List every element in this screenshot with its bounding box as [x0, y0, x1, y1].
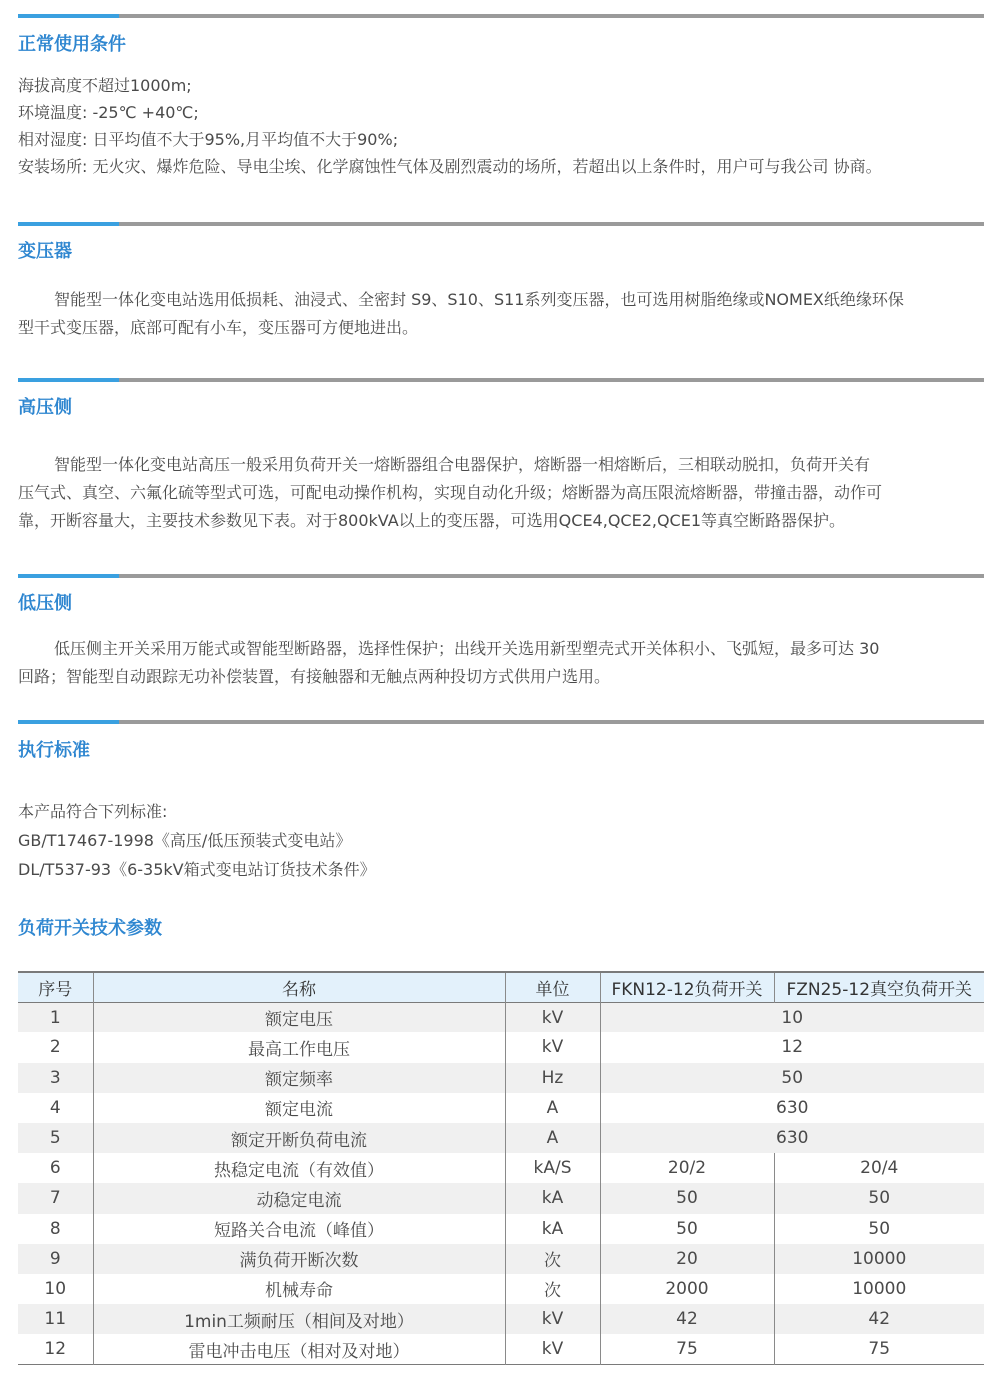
cell-shared-value: 630 [600, 1123, 984, 1153]
divider-accent [18, 720, 119, 724]
divider-accent [18, 574, 119, 578]
cell-unit: 次 [505, 1244, 600, 1274]
paragraph-line: 压气式、真空、六氟化硫等型式可选，可配电动操作机构，实现自动化升级；熔断器为高压限流熔断器，带撞击器，动作可 [18, 483, 883, 502]
table-row [18, 1123, 984, 1153]
cell-fkn12: 50 [600, 1183, 774, 1213]
cell-fzn25: 75 [774, 1334, 984, 1364]
cell-fzn25: 10000 [774, 1244, 984, 1274]
cell-unit: A [505, 1123, 600, 1153]
table-row [18, 1153, 984, 1183]
divider-accent [18, 222, 119, 226]
paragraph-line: 回路；智能型自动跟踪无功补偿装置，有接触器和无触点两种投切方式供用户选用。 [18, 667, 611, 686]
table-row [18, 1063, 984, 1093]
cell-no: 7 [49, 1188, 61, 1209]
cell-unit: kV [505, 1304, 600, 1334]
cell-fkn12: 20/2 [600, 1153, 774, 1183]
section-title-low-voltage: 低压侧 [18, 593, 72, 614]
paragraph-line: 靠，开断容量大，主要技术参数见下表。对于800kVA以上的变压器，可选用QCE4,QCE2,QCE1等真空断路器保护。 [18, 511, 846, 530]
standards-line: DL/T537-93《6-35kV箱式变电站订货技术条件》 [18, 860, 376, 879]
table-row [18, 1093, 984, 1123]
conditions-line: 相对湿度: 日平均值不大于95%,月平均值不大于90%; [18, 130, 399, 149]
section-divider [18, 378, 984, 382]
cell-fkn12: 20 [600, 1244, 774, 1274]
cell-unit: kA [505, 1183, 600, 1213]
section-divider [18, 720, 984, 724]
cell-name: 热稳定电流（有效值） [93, 1153, 505, 1183]
table-row [18, 1334, 984, 1364]
conditions-line: 环境温度: -25℃ +40℃; [18, 103, 199, 122]
paragraph-line: 智能型一体化变电站选用低损耗、油浸式、全密封 S9、S10、S11系列变压器，也可选用树脂绝缘或NOMEX纸绝缘环保 [54, 290, 904, 309]
section-divider [18, 222, 984, 226]
load-switch-parameter-table [18, 971, 984, 1365]
cell-name: 额定频率 [93, 1063, 505, 1093]
section-divider [18, 574, 984, 578]
cell-fzn25: 42 [774, 1304, 984, 1334]
cell-name: 额定开断负荷电流 [93, 1123, 505, 1153]
cell-shared-value: 12 [600, 1032, 984, 1062]
cell-unit: kV [505, 1002, 600, 1032]
header-name: 名称 [93, 972, 505, 1002]
section-divider [18, 14, 984, 18]
cell-no: 11 [44, 1309, 67, 1330]
cell-no: 12 [44, 1339, 67, 1360]
cell-unit: A [505, 1093, 600, 1123]
cell-no: 5 [49, 1128, 61, 1149]
cell-fkn12: 2000 [600, 1274, 774, 1304]
section-title-high-voltage: 高压侧 [18, 397, 72, 418]
section-title-transformer: 变压器 [18, 241, 72, 262]
divider-accent [18, 14, 119, 18]
table-row [18, 1274, 984, 1304]
cell-fkn12: 75 [600, 1334, 774, 1364]
cell-name: 1min工频耐压（相间及对地） [93, 1304, 505, 1334]
table-row [18, 1032, 984, 1062]
cell-no: 2 [49, 1037, 61, 1058]
paragraph-line: 低压侧主开关采用万能式或智能型断路器，选择性保护；出线开关选用新型塑壳式开关体积小、飞弧短，最多可达 30 [54, 639, 880, 658]
divider-accent [18, 378, 119, 382]
cell-name: 机械寿命 [93, 1274, 505, 1304]
table-row [18, 1214, 984, 1244]
conditions-line: 海拔高度不超过1000m; [18, 76, 192, 95]
section-title-standards: 执行标准 [18, 740, 90, 761]
table-row [18, 1183, 984, 1213]
cell-fzn25: 20/4 [774, 1153, 984, 1183]
header-fzn25: FZN25-12真空负荷开关 [774, 972, 984, 1002]
section-title-params: 负荷开关技术参数 [18, 918, 162, 939]
cell-name: 雷电冲击电压（相对及对地） [93, 1334, 505, 1364]
cell-no: 10 [44, 1278, 67, 1299]
cell-no: 6 [49, 1158, 61, 1179]
header-unit: 单位 [505, 972, 600, 1002]
cell-name: 短路关合电流（峰值） [93, 1214, 505, 1244]
table-row [18, 1002, 984, 1032]
cell-fzn25: 50 [774, 1214, 984, 1244]
cell-shared-value: 630 [600, 1093, 984, 1123]
low-voltage-paragraph [18, 635, 986, 691]
cell-unit: kV [505, 1032, 600, 1062]
cell-name: 额定电流 [93, 1093, 505, 1123]
table-header-row [18, 972, 984, 1002]
cell-unit: kV [505, 1334, 600, 1364]
paragraph-line: 智能型一体化变电站高压一般采用负荷开关一熔断器组合电器保护，熔断器一相熔断后，三相联动脱扣，负荷开关有 [54, 455, 871, 474]
cell-unit: kA/S [505, 1153, 600, 1183]
cell-unit: Hz [505, 1063, 600, 1093]
section-title-conditions: 正常使用条件 [18, 34, 126, 55]
cell-name: 额定电压 [93, 1002, 505, 1032]
table-row [18, 1244, 984, 1274]
cell-no: 9 [49, 1248, 61, 1269]
header-no: 序号 [38, 979, 73, 1000]
cell-no: 3 [49, 1067, 61, 1088]
cell-fkn12: 50 [600, 1214, 774, 1244]
cell-unit: 次 [505, 1274, 600, 1304]
cell-shared-value: 10 [600, 1002, 984, 1032]
table-row [18, 1304, 984, 1334]
cell-fzn25: 10000 [774, 1274, 984, 1304]
cell-no: 4 [49, 1097, 61, 1118]
cell-no: 8 [49, 1218, 61, 1239]
standards-line: GB/T17467-1998《高压/低压预装式变电站》 [18, 831, 352, 850]
standards-line: 本产品符合下列标准: [18, 802, 168, 821]
cell-no: 1 [49, 1007, 61, 1028]
cell-unit: kA [505, 1214, 600, 1244]
header-fkn12: FKN12-12负荷开关 [600, 972, 774, 1002]
high-voltage-paragraph [18, 451, 986, 535]
cell-name: 最高工作电压 [93, 1032, 505, 1062]
cell-fzn25: 50 [774, 1183, 984, 1213]
cell-shared-value: 50 [600, 1063, 984, 1093]
cell-fkn12: 42 [600, 1304, 774, 1334]
conditions-line: 安装场所: 无火灾、爆炸危险、导电尘埃、化学腐蚀性气体及剧烈震动的场所，若超出以上条件时，用户可与我公司 协商。 [18, 157, 882, 176]
transformer-paragraph [18, 286, 986, 342]
cell-name: 满负荷开断次数 [93, 1244, 505, 1274]
paragraph-line: 型干式变压器，底部可配有小车，变压器可方便地进出。 [18, 318, 419, 337]
cell-name: 动稳定电流 [93, 1183, 505, 1213]
